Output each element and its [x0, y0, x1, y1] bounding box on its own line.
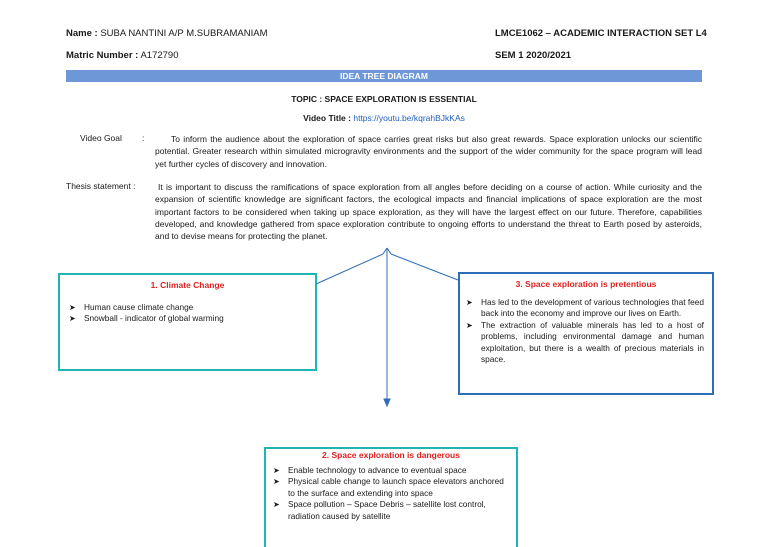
- name-label: Name :: [66, 28, 98, 39]
- pretentious-list: [463, 297, 704, 365]
- climate-change-title: 1. Climate Change: [150, 280, 225, 290]
- list-item: ➤ Human cause climate change: [69, 302, 194, 312]
- course-label: LMCE1062 – ACADEMIC INTERACTION SET L4: [495, 28, 707, 39]
- branch-left: [316, 254, 383, 284]
- video-goal-text: To inform the audience about the exploration of space carries great risks but also great rewards. Space exploration unlocks our scientific potential. Greater research within simulated microgravity environments and the support of the wider community for the space program will lead yet further cycles of discovery and innovation.: [155, 134, 702, 169]
- thesis-text: It is important to discuss the ramifications of space exploration from all angles before deciding on a course of action. While curiosity and the expansion of scientific knowledge are significant factors, the ecological impacts and financial implications of space exploration are the most important factors to be considered when taking up space exploration, as they will have the largest effect on our future. Therefore, capabilities developed, and knowledge gathered from space exploration contribute to ongoing efforts to understand the threat to Earth posed by asteroids, and to devise means for protecting the planet.: [155, 182, 702, 242]
- video-title-label: Video Title :: [303, 113, 351, 123]
- list-item: ➤ Physical cable change to launch space elevators anchored to the surface and extending into space: [273, 476, 504, 498]
- climate-change-list: [66, 302, 309, 325]
- matric-label: Matric Number :: [66, 50, 139, 61]
- arrow-bullet-icon: ➤: [466, 298, 473, 307]
- list-item: ➤ Enable technology to advance to eventual space: [273, 465, 467, 475]
- arrow-bullet-icon: ➤: [273, 500, 280, 510]
- arrow-bullet-icon: ➤: [466, 320, 473, 330]
- semester-label: SEM 1 2020/2021: [495, 50, 572, 61]
- list-item: ➤ Snowball - indicator of global warming: [69, 313, 224, 324]
- dangerous-title: 2. Space exploration is dangerous: [322, 450, 460, 460]
- video-goal-label: Video Goal: [80, 133, 122, 143]
- pretentious-box: [458, 272, 714, 395]
- arrow-bullet-icon: ➤: [273, 477, 280, 487]
- topic-title: TOPIC : SPACE EXPLORATION IS ESSENTIAL: [291, 94, 477, 104]
- name-value: SUBA NANTINI A/P M.SUBRAMANIAM: [100, 28, 268, 39]
- arrow-bullet-icon: ➤: [69, 303, 76, 312]
- dangerous-list: [270, 465, 510, 522]
- arrow-bullet-icon: ➤: [273, 466, 280, 475]
- pretentious-title: 3. Space exploration is pretentious: [515, 279, 657, 289]
- thesis-label: Thesis statement :: [66, 181, 136, 191]
- matric-value: A172790: [140, 50, 179, 61]
- list-item: ➤ Has led to the development of various technologies that feed back into the economy and improve our lives on Earth.: [466, 297, 704, 319]
- list-item: ➤ Space pollution – Space Debris – satellite lost control, radiation caused by satellite: [273, 499, 486, 521]
- list-item: ➤ The extraction of valuable minerals has led to a host of problems, including environmental damage and human exploitation, but there is a wealth of precious materials in space.: [466, 319, 704, 365]
- arrow-bullet-icon: ➤: [69, 314, 76, 324]
- climate-change-box: [58, 273, 317, 371]
- dangerous-box: [264, 447, 518, 547]
- video-link[interactable]: https://youtu.be/kqrahBJkKAs: [353, 113, 465, 123]
- diagram-banner: IDEA TREE DIAGRAM: [66, 70, 702, 82]
- branch-right: [391, 254, 458, 280]
- video-goal-colon: :: [142, 133, 145, 143]
- arrowhead-down: [384, 399, 390, 406]
